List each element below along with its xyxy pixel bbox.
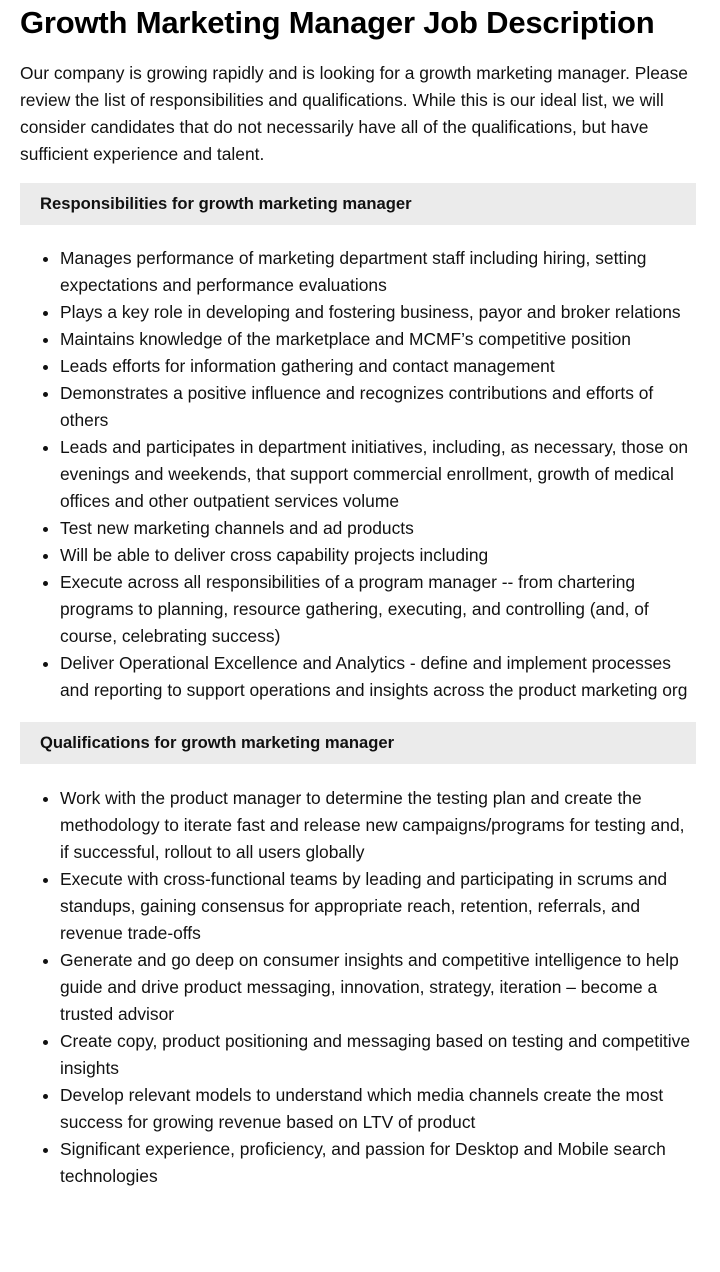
responsibilities-list [20, 245, 696, 704]
list-item: • Demonstrates a positive influence and recognizes contributions and efforts of others [60, 380, 696, 434]
list-item: • Significant experience, proficiency, and passion for Desktop and Mobile search technologies [60, 1136, 696, 1190]
list-item: • Work with the product manager to determine the testing plan and create the methodology to iterate fast and release new campaigns/programs for testing and, if successful, rollout to all users globally [60, 785, 696, 866]
list-item: • Deliver Operational Excellence and Analytics - define and implement processes and reporting to support operations and insights across the product marketing org [60, 650, 696, 704]
list-item: • Plays a key role in developing and fostering business, payor and broker relations [60, 299, 696, 326]
job-description [20, 60, 696, 1190]
list-item: • Test new marketing channels and ad products [60, 515, 696, 542]
page-title: Growth Marketing Manager Job Description [20, 5, 655, 40]
list-item: • Execute with cross-functional teams by leading and participating in scrums and standups, gaining consensus for appropriate reach, retention, referrals, and revenue trade-offs [60, 866, 696, 947]
qualifications-list [20, 785, 696, 1190]
list-item: • Maintains knowledge of the marketplace and MCMF’s competitive position [60, 326, 696, 353]
list-item: • Leads efforts for information gathering and contact management [60, 353, 696, 380]
list-item: • Execute across all responsibilities of a program manager -- from chartering programs to planning, resource gathering, executing, and controlling (and, of course, celebrating success) [60, 569, 696, 650]
qualifications-heading: Qualifications for growth marketing manager [20, 722, 696, 764]
intro-paragraph: Our company is growing rapidly and is looking for a growth marketing manager. Please review the list of responsibilities and qualifications. While this is our ideal list, we will consider candidates that do not necessarily have all of the qualifications, but have sufficient experience and talent. [20, 63, 688, 164]
list-item: • Develop relevant models to understand which media channels create the most success for growing revenue based on LTV of product [60, 1082, 696, 1136]
list-item: • Will be able to deliver cross capability projects including [60, 542, 696, 569]
list-item: • Generate and go deep on consumer insights and competitive intelligence to help guide and drive product messaging, innovation, strategy, iteration – become a trusted advisor [60, 947, 696, 1028]
list-item: • Leads and participates in department initiatives, including, as necessary, those on evenings and weekends, that support commercial enrollment, growth of medical offices and other outpatient services volume [60, 434, 696, 515]
list-item: • Manages performance of marketing department staff including hiring, setting expectations and performance evaluations [60, 245, 696, 299]
list-item: • Create copy, product positioning and messaging based on testing and competitive insights [60, 1028, 696, 1082]
responsibilities-heading: Responsibilities for growth marketing manager [20, 183, 696, 225]
